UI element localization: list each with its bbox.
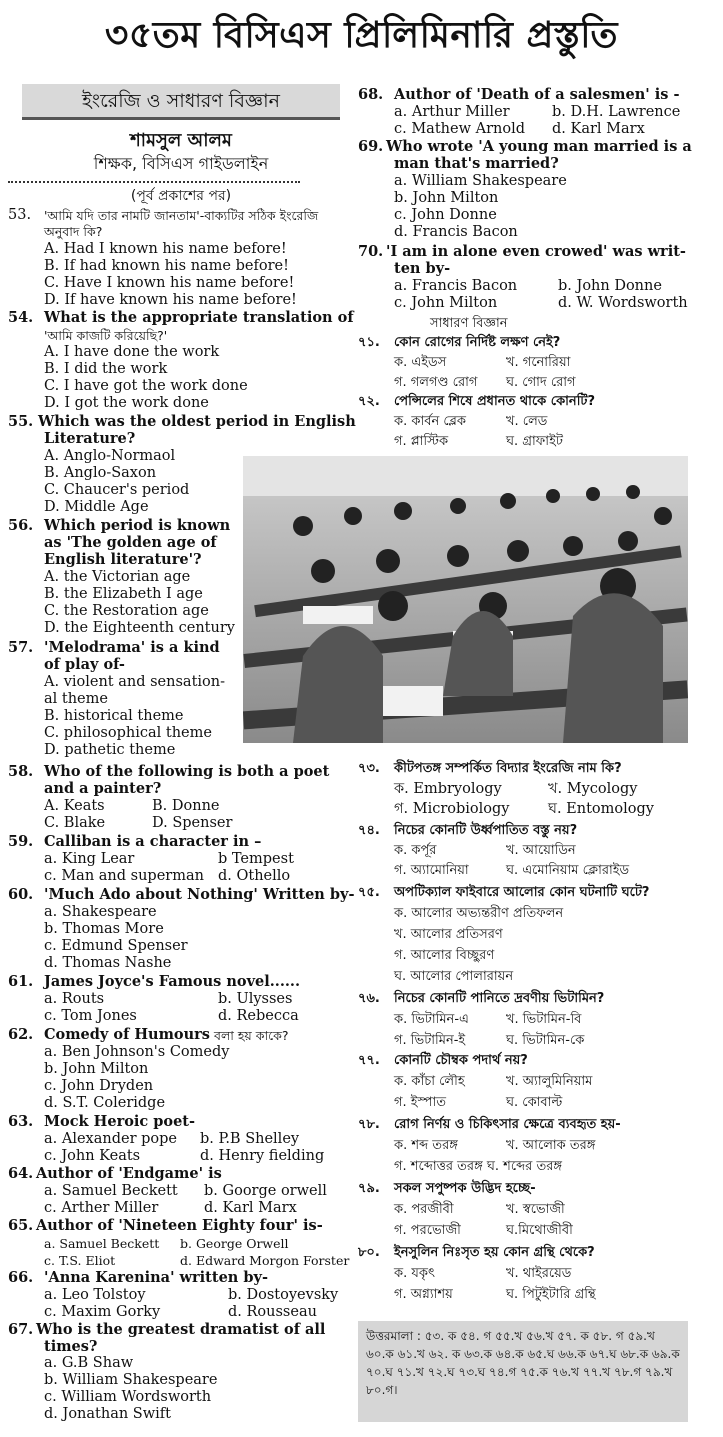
question-text: times? (44, 1338, 98, 1355)
option: b Tempest (218, 851, 294, 867)
option: ক. শব্দ তরঙ্গ (394, 1138, 458, 1153)
question-text: Author of 'Death of a salesmen' is - (394, 86, 680, 103)
option: ঘ. গ্রাফাইট (506, 434, 563, 449)
section-heading-text: ইংরেজি ও সাধারণ বিজ্ঞান (82, 90, 280, 112)
question-number: 62. (8, 1026, 34, 1043)
option: a. Francis Bacon (394, 278, 518, 294)
option: A. Keats (44, 798, 105, 814)
option: খ. আয়োডিন (506, 843, 576, 858)
question-text: Author of 'Endgame' is (36, 1165, 222, 1182)
option: c. Arther Miller (44, 1200, 159, 1216)
option: b. John Donne (558, 278, 662, 294)
option: A. I have done the work (44, 344, 220, 360)
option: B. Anglo-Saxon (44, 465, 157, 481)
option: C. Blake (44, 815, 106, 831)
option: B. the Elizabeth I age (44, 586, 203, 602)
option: a. G.B Shaw (44, 1355, 134, 1371)
answer-key-box (358, 1321, 688, 1422)
question-text: ten by- (394, 260, 451, 277)
option: d. Francis Bacon (394, 224, 518, 240)
option: c. Edmund Spenser (44, 938, 188, 954)
option: b. William Shakespeare (44, 1372, 218, 1388)
option: ক. কর্পূর (394, 843, 437, 858)
option: ঘ. পিটুইটারি গ্রন্থি (506, 1287, 596, 1302)
question-number: 64. (8, 1165, 34, 1182)
option: ঘ. গোদ রোগ (506, 375, 576, 390)
question-number: 58. (8, 763, 34, 780)
question-text: অনুবাদ কি? (44, 224, 103, 239)
question-number: 61. (8, 973, 34, 990)
option: a. Ben Johnson's Comedy (44, 1044, 230, 1060)
question-number: ৭১. (358, 335, 380, 350)
question-text: as 'The golden age of (44, 534, 217, 551)
option: d. Othello (218, 868, 291, 884)
question-number: ৭৫. (358, 885, 380, 900)
question-text: What is the appropriate translation of (44, 309, 354, 326)
option: b. D.H. Lawrence (552, 104, 681, 120)
option: ঘ. আলোর পোলারায়ন (394, 969, 514, 984)
option: a. William Shakespeare (394, 173, 567, 189)
question-text: নিচের কোনটি উর্ধ্বপাতিত বস্তু নয়? (394, 823, 578, 838)
question-number: 53. (8, 207, 32, 223)
question-text: 'Melodrama' is a kind (44, 639, 220, 656)
option: b. Ulysses (218, 991, 293, 1007)
question-number: 65. (8, 1217, 34, 1234)
option: D. I got the work done (44, 395, 209, 411)
option: b. P.B Shelley (200, 1131, 300, 1147)
question-text: 'I am in alone even crowed' was writ- (386, 243, 686, 260)
question-text: Author of 'Nineteen Eighty four' is- (36, 1217, 323, 1234)
question-text: Who of the following is both a poet (44, 763, 330, 780)
question-text: man that's married? (394, 155, 559, 172)
question-text: Literature? (44, 430, 136, 447)
option: D. If have known his name before! (44, 292, 297, 308)
option: c. Mathew Arnold (394, 121, 525, 137)
option: ক. Embryology (394, 781, 502, 797)
question-number: 59. (8, 833, 34, 850)
option: d. Rebecca (218, 1008, 299, 1024)
question-number: 68. (358, 86, 384, 103)
option: d. S.T. Coleridge (44, 1095, 166, 1111)
option: d. Karl Marx (552, 121, 645, 137)
option: a. Routs (44, 991, 105, 1007)
continued-note: (পূর্ব প্রকাশের পর) (130, 188, 232, 204)
question-number: 63. (8, 1113, 34, 1130)
option: ক. ভিটামিন-এ (394, 1012, 469, 1027)
option: ঘ. কোবাল্ট (506, 1095, 563, 1110)
question-number: 67. (8, 1321, 34, 1338)
option: গ. শব্দোত্তর তরঙ্গ ঘ. শব্দের তরঙ্গ (394, 1159, 562, 1174)
option: C. Chaucer's period (44, 482, 190, 498)
option: ক. কার্বন ব্লেক (394, 414, 466, 429)
option: গ. ইস্পাত (394, 1095, 446, 1110)
question-number: ৭২. (358, 394, 380, 409)
option: খ. অ্যালুমিনিয়াম (506, 1074, 593, 1089)
option: c. John Dryden (44, 1078, 154, 1094)
question-number: ৭৩. (358, 761, 380, 776)
option: a. King Lear (44, 851, 135, 867)
question-number: 54. (8, 309, 34, 326)
option: a. Samuel Beckett (44, 1236, 160, 1251)
question-number: ৭৬. (358, 991, 380, 1006)
option: d. Jonathan Swift (44, 1406, 171, 1422)
option: B. historical theme (44, 708, 184, 724)
option: D. pathetic theme (44, 742, 176, 758)
question-text: কোনটি চৌম্বক পদার্থ নয়? (394, 1053, 528, 1068)
option: ঘ.মিথোজীবী (506, 1223, 573, 1238)
option: গ. আলোর বিচ্ছুরণ (394, 948, 495, 963)
option: খ. স্বভোজী (506, 1202, 565, 1217)
option: ঘ. Entomology (548, 801, 654, 817)
question-text: কীটপতঙ্গ সম্পর্কিত বিদ্যার ইংরেজি নাম কি? (394, 761, 622, 776)
question-text: Calliban is a character in – (44, 833, 262, 850)
option: c. John Milton (394, 295, 498, 311)
author-name: শামসুল আলম (130, 130, 232, 151)
option: গ. প্লাস্টিক (394, 434, 449, 449)
option: খ. গনোরিয়া (506, 355, 571, 370)
question-number: 66. (8, 1269, 34, 1286)
option: C. philosophical theme (44, 725, 212, 741)
question-text: of play of- (44, 656, 125, 673)
question-number: 70. (358, 243, 384, 260)
option: C. I have got the work done (44, 378, 248, 394)
option: b. John Milton (394, 190, 499, 206)
question-text: পেন্সিলের শিষে প্রধানত থাকে কোনটি? (394, 394, 596, 409)
question-number: 55. (8, 413, 34, 430)
option: c. John Keats (44, 1148, 141, 1164)
option: c. Tom Jones (44, 1008, 137, 1024)
option: C. the Restoration age (44, 603, 209, 619)
option: d. Edward Morgon Forster (180, 1253, 350, 1268)
option: c. Maxim Gorky (44, 1304, 161, 1320)
option: খ. ভিটামিন-বি (506, 1012, 582, 1027)
question-text: নিচের কোনটি পানিতে দ্রবণীয় ভিটামিন? (394, 991, 605, 1006)
question-text: অপটিক্যাল ফাইবারে আলোর কোন ঘটনাটি ঘটে? (394, 885, 650, 900)
option: b. George Orwell (180, 1236, 289, 1251)
option: ক. পরজীবী (394, 1202, 454, 1217)
answer-key-text: উত্তরমালা : ৫৩. ক ৫৪. গ ৫৫.খ ৫৬.খ ৫৭. ক ৫৮. গ ৫৯.খ ৬০.ক ৬১.খ ৬২. ক ৬৩.ক ৬৪.ক ৬৫.ঘ ৬৬.ক ৬৭.ঘ ৬৮.ক ৬৯.ক ৭০.ঘ ৭১.খ ৭২.ঘ ৭৩.ঘ ৭৪.গ ৭৫.ক ৭৬.খ ৭৭.খ ৭৮.গ ৭৯.খ ৮০.গ। (366, 1329, 680, 1397)
question-text: 'আমি কাজটি করিয়েছি?' (44, 328, 168, 343)
option: c. T.S. Eliot (44, 1253, 116, 1268)
question-text: Who is the greatest dramatist of all (36, 1321, 326, 1338)
option: খ. Mycology (548, 781, 638, 797)
option: D. Middle Age (44, 499, 149, 515)
option: C. Have I known his name before! (44, 275, 295, 291)
question-number: 56. (8, 517, 34, 534)
question-number: 57. (8, 639, 34, 656)
option: a. Leo Tolstoy (44, 1287, 146, 1303)
option: a. Shakespeare (44, 904, 157, 920)
option: ঘ. ভিটামিন-কে (506, 1033, 585, 1048)
option: A. violent and sensation- (44, 674, 225, 690)
option: a. Arthur Miller (394, 104, 510, 120)
option: a. Alexander pope (44, 1131, 177, 1147)
option: গ. পরভোজী (394, 1223, 461, 1238)
question-text: and a painter? (44, 780, 162, 797)
option: B. I did the work (44, 361, 168, 377)
option: b. John Milton (44, 1061, 149, 1077)
option: A. Had I known his name before! (44, 241, 287, 257)
option: B. Donne (152, 798, 220, 814)
option: গ. অগ্ন্যাশয় (394, 1287, 453, 1302)
question-text: 'Much Ado about Nothing' Written by- (44, 886, 355, 903)
option: গ. অ্যামোনিয়া (394, 863, 469, 878)
option: গ. ভিটামিন-ই (394, 1033, 466, 1048)
question-text: বলা হয় কাকে? (214, 1028, 289, 1043)
page-title: ৩৫তম বিসিএস প্রিলিমিনারি প্রস্তুতি (104, 15, 619, 56)
exam-hall-illustration (243, 456, 688, 743)
option: A. Anglo-Normaol (44, 448, 176, 464)
question-text: রোগ নির্ণয় ও চিকিৎসার ক্ষেত্রে ব্যবহৃত হয়- (394, 1117, 621, 1132)
divider (8, 181, 300, 183)
option: গ. গলগণ্ড রোগ (394, 375, 478, 390)
option: ক. যকৃৎ (394, 1266, 435, 1281)
option: c. William Wordsworth (44, 1389, 212, 1405)
question-text: James Joyce's Famous novel...... (44, 973, 301, 990)
option: a. Samuel Beckett (44, 1183, 178, 1199)
option: গ. Microbiology (394, 801, 510, 817)
option: খ. লেড (506, 414, 548, 429)
option: b. Goorge orwell (204, 1183, 327, 1199)
author-role: শিক্ষক, বিসিএস গাইডলাইন (93, 154, 269, 173)
option: c. John Donne (394, 207, 497, 223)
question-number: 60. (8, 886, 34, 903)
option: ক. আলোর অভ্যন্তরীণ প্রতিফলন (394, 906, 564, 921)
option: ক. কাঁচা লৌহ (394, 1074, 465, 1089)
option: খ. থাইরয়েড (506, 1266, 572, 1281)
question-number: ৭৪. (358, 823, 380, 838)
option: b. Thomas More (44, 921, 164, 937)
question-number: ৭৮. (358, 1117, 380, 1132)
question-text: 'আমি যদি তার নামটি জানতাম'-বাক্যটির সঠিক ইংরেজি (44, 208, 319, 223)
option: d. Thomas Nashe (44, 955, 172, 971)
option: খ. আলোক তরঙ্গ (506, 1138, 596, 1153)
question-number: ৭৯. (358, 1181, 380, 1196)
option: al theme (44, 691, 108, 707)
question-text: Which was the oldest period in English (38, 413, 356, 430)
question-text: কোন রোগের নির্দিষ্ট লক্ষণ নেই? (394, 335, 561, 350)
question-text: Comedy of Humours (44, 1026, 210, 1043)
question-number: ৮০. (358, 1245, 380, 1260)
science-heading: সাধারণ বিজ্ঞান (430, 316, 508, 331)
question-text: ইনসুলিন নিঃসৃত হয় কোন গ্রন্থি থেকে? (394, 1245, 595, 1260)
option: B. If had known his name before! (44, 258, 289, 274)
option: b. Dostoyevsky (228, 1287, 339, 1303)
section-heading (22, 84, 340, 120)
question-text: Which period is known (44, 517, 231, 534)
option: d. Henry fielding (200, 1148, 325, 1164)
option: c. Man and superman (44, 868, 204, 884)
option: d. Karl Marx (204, 1200, 297, 1216)
exam-hall-photo (243, 456, 688, 743)
option: D. the Eighteenth century (44, 620, 235, 636)
question-text: Who wrote 'A young man married is a (386, 138, 692, 155)
question-number: 69. (358, 138, 384, 155)
option: d. Rousseau (228, 1304, 317, 1320)
question-text: 'Anna Karenina' written by- (44, 1269, 268, 1286)
question-text: Mock Heroic poet- (44, 1113, 196, 1130)
option: ক. এইডস (394, 355, 447, 370)
question-text: English literature'? (44, 551, 202, 568)
option: d. W. Wordsworth (558, 295, 688, 311)
option: খ. আলোর প্রতিসরণ (394, 927, 503, 942)
question-number: ৭৭. (358, 1053, 380, 1068)
option: D. Spenser (152, 815, 233, 831)
option: ঘ. এমোনিয়াম ক্লোরাইড (506, 863, 630, 878)
option: A. the Victorian age (44, 569, 191, 585)
question-text: সকল সপুষ্পক উদ্ভিদ হচ্ছে- (394, 1181, 536, 1196)
